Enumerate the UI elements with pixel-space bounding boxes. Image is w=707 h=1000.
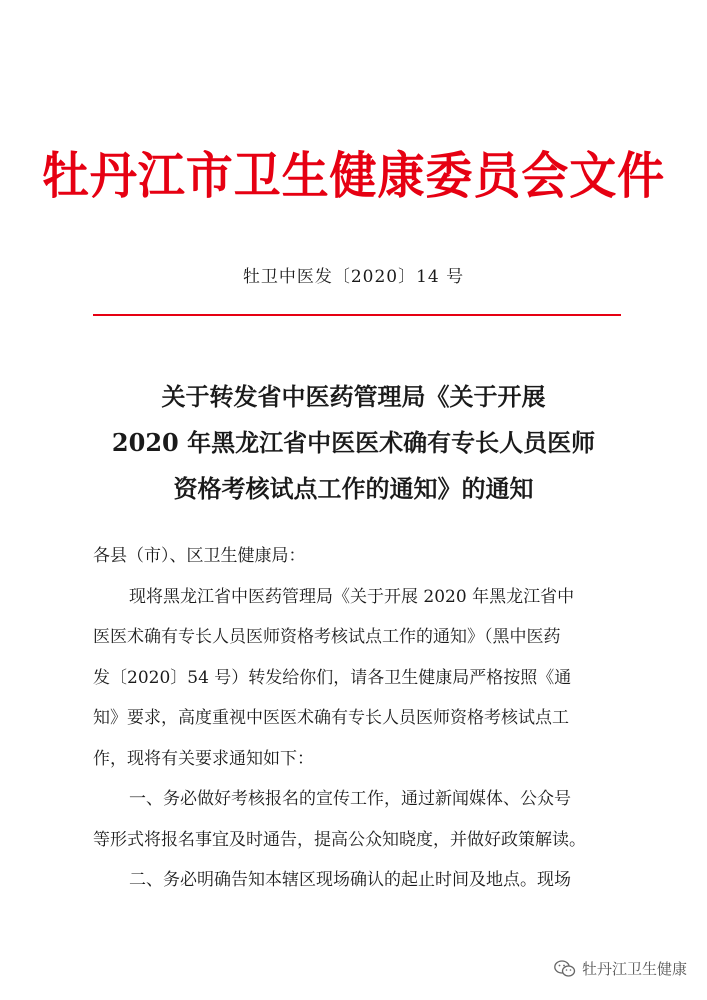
salutation: 各县（市）、区卫生健康局： (93, 546, 306, 566)
body-line: 二、务必明确告知本辖区现场确认的起止时间及地点。现场 (129, 870, 571, 890)
document-body (93, 536, 623, 901)
body-line: 现将黑龙江省中医药管理局《关于开展 2020 年黑龙江省中 (129, 586, 575, 607)
body-line: 医医术确有专长人员医师资格考核试点工作的通知》（黑中医药 (93, 627, 561, 647)
title-line: 2020 年黑龙江省中医医术确有专长人员医师 (111, 428, 596, 457)
body-line: 等形式将报名事宜及时通告，提高公众知晓度，并做好政策解读。 (93, 829, 586, 850)
watermark-text: 牡丹江卫生健康 (581, 960, 687, 978)
title-line: 资格考核试点工作的通知》的通知 (173, 474, 534, 503)
red-divider-line (93, 314, 621, 316)
body-line: 发〔2020〕54 号）转发给你们，请各卫生健康局严格按照《通 (93, 667, 572, 688)
document-masthead: 牡丹江市卫生健康委员会文件 (41, 147, 666, 205)
body-line: 一、务必做好考核报名的宣传工作，通过新闻媒体、公众号 (129, 789, 571, 809)
title-line: 关于转发省中医药管理局《关于开展 (161, 382, 546, 411)
document-title (0, 374, 707, 512)
body-line: 作，现将有关要求通知如下： (93, 748, 314, 769)
document-number: 牡卫中医发〔2020〕14 号 (242, 267, 465, 287)
account-watermark (554, 958, 687, 979)
wechat-icon (554, 960, 576, 978)
body-line: 知》要求，高度重视中医医术确有专长人员医师资格考核试点工 (93, 708, 569, 728)
